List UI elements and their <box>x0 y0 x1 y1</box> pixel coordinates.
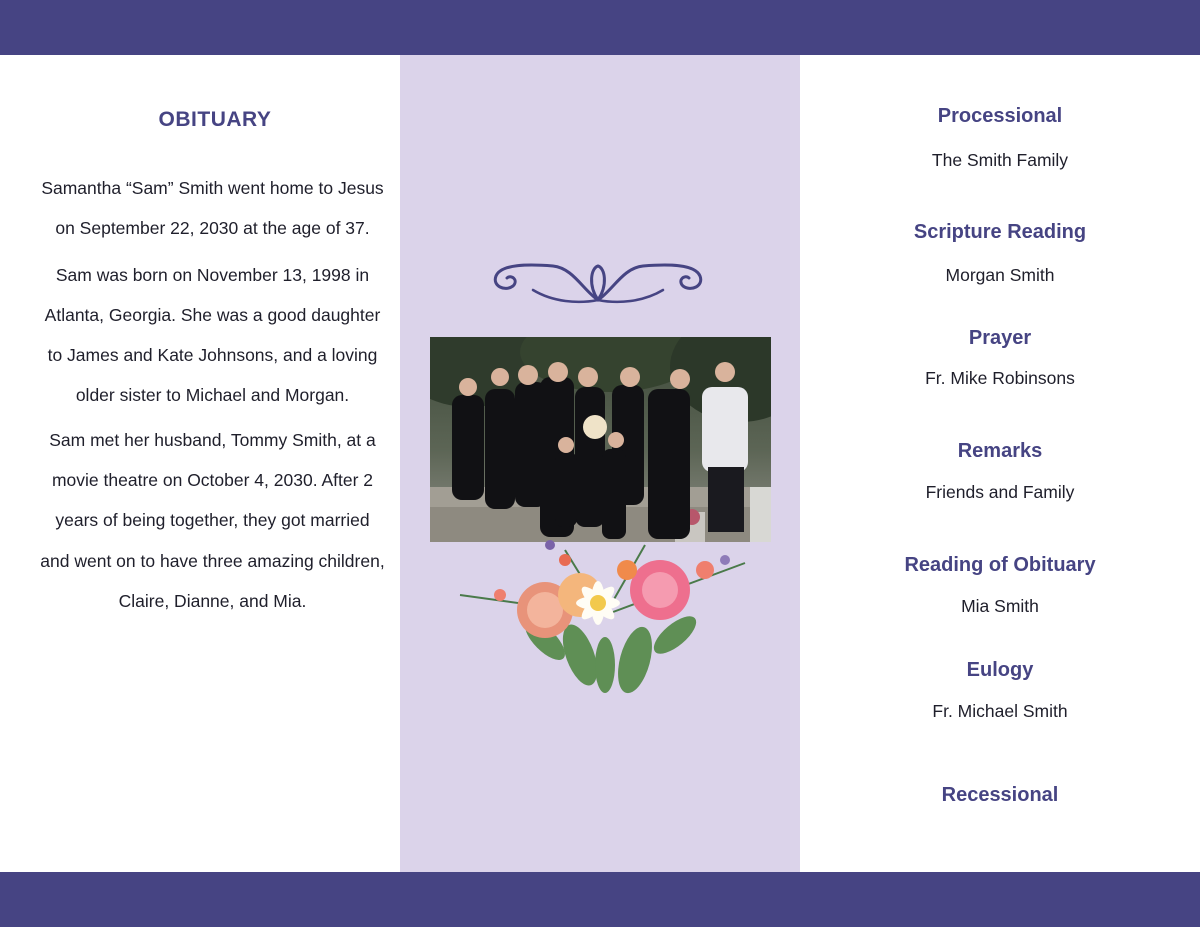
program-item <box>800 221 1200 286</box>
bouquet-illustration <box>455 535 755 695</box>
program-item-title: Recessional <box>941 784 1059 806</box>
program-item <box>800 440 1200 503</box>
program-item-name: Friends and Family <box>925 482 1075 502</box>
obituary-paragraph: Sam was born on November 13, 1998 in Atlanta, Georgia. She was a good daughter to James and Kate Johnsons, and a loving older sister to Michael and Morgan. <box>44 265 381 405</box>
program-item-title: Prayer <box>968 327 1032 349</box>
obituary-panel <box>0 55 400 872</box>
obituary-title: OBITUARY <box>158 108 272 131</box>
program-item <box>800 784 1200 807</box>
obituary-paragraph: Samantha “Sam” Smith went home to Jesus on September 22, 2030 at the age of 37. <box>41 178 384 238</box>
program-item-name: Fr. Mike Robinsons <box>925 368 1075 388</box>
program-item <box>800 327 1200 389</box>
photo-panel <box>400 55 800 872</box>
program-item-name: Mia Smith <box>961 596 1039 616</box>
program-item <box>800 554 1200 617</box>
flourish-icon <box>493 260 703 308</box>
program-item <box>800 659 1200 722</box>
program-item-title: Eulogy <box>966 659 1034 681</box>
program-item <box>800 105 1200 171</box>
program-item-name: The Smith Family <box>931 150 1069 170</box>
program-item-title: Remarks <box>957 440 1043 462</box>
program-item-title: Processional <box>937 105 1063 127</box>
top-band <box>0 0 1200 55</box>
program-item-title: Reading of Obituary <box>904 554 1096 576</box>
program-panel <box>800 55 1200 872</box>
obituary-paragraph: Sam met her husband, Tommy Smith, at a movie theatre on October 4, 2030. After 2 years of being together, they got married and went on to have three amazing children, Claire, Dianne, and Mia. <box>40 430 385 611</box>
program-item-name: Morgan Smith <box>945 265 1055 285</box>
program-item-title: Scripture Reading <box>913 221 1087 243</box>
obituary-body <box>40 168 385 621</box>
program-item-name: Fr. Michael Smith <box>932 701 1068 721</box>
bottom-band <box>0 872 1200 927</box>
family-photo <box>430 337 771 542</box>
